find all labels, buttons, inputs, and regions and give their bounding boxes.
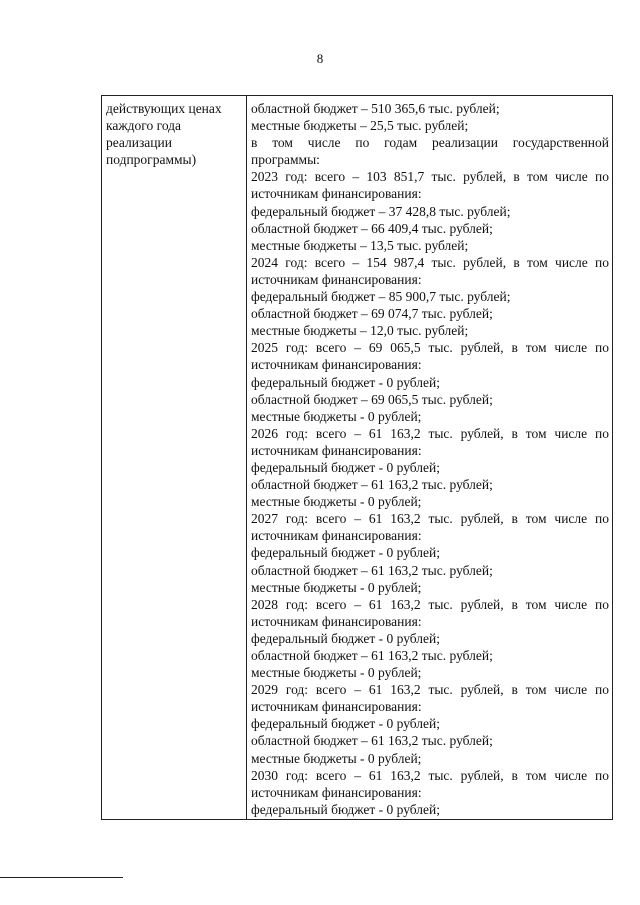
right-cell-line: федеральный бюджет - 0 рублей;	[251, 459, 440, 475]
right-cell-line: местные бюджеты – 25,5 тыс. рублей;	[251, 118, 469, 134]
right-cell-line: областной бюджет – 61 163,2 тыс. рублей;	[251, 733, 493, 749]
right-cell-line: 2029 год: всего – 61 163,2 тыс. рублей, в том числе по	[251, 682, 609, 698]
right-cell-line: 2024 год: всего – 154 987,4 тыс. рублей, в том числе по	[251, 254, 609, 270]
right-cell-line: федеральный бюджет - 0 рублей;	[251, 545, 440, 561]
right-cell-line: местные бюджеты - 0 рублей;	[251, 494, 422, 510]
right-cell-line: местные бюджеты - 0 рублей;	[251, 579, 422, 595]
right-cell-line: 2023 год: всего – 103 851,7 тыс. рублей, в том числе по	[251, 169, 609, 185]
right-cell	[251, 100, 609, 818]
column-divider	[246, 96, 247, 819]
right-cell-line: источникам финансирования:	[251, 784, 422, 800]
right-cell-line: федеральный бюджет - 0 рублей;	[251, 801, 440, 817]
right-cell-line: источникам финансирования:	[251, 613, 422, 629]
right-cell-line: 2030 год: всего – 61 163,2 тыс. рублей, в том числе по	[251, 767, 609, 783]
right-cell-line: областной бюджет – 510 365,6 тыс. рублей;	[251, 101, 500, 116]
right-cell-line: 2025 год: всего – 69 065,5 тыс. рублей, в том числе по	[251, 340, 609, 356]
right-cell-line: местные бюджеты - 0 рублей;	[251, 408, 422, 424]
left-cell-line: каждого года	[106, 118, 182, 134]
right-cell-line: областной бюджет – 69 065,5 тыс. рублей;	[251, 391, 493, 407]
right-cell-line: местные бюджеты – 12,0 тыс. рублей;	[251, 323, 469, 339]
right-cell-line: программы:	[251, 152, 320, 168]
right-cell-line: областной бюджет – 61 163,2 тыс. рублей;	[251, 562, 493, 578]
left-cell	[106, 100, 242, 168]
right-cell-line: областной бюджет – 69 074,7 тыс. рублей;	[251, 306, 493, 322]
left-cell-line: реализации	[106, 135, 172, 151]
right-cell-line: источникам финансирования:	[251, 442, 422, 458]
right-cell-line: федеральный бюджет - 0 рублей;	[251, 630, 440, 646]
right-cell-line: федеральный бюджет - 0 рублей;	[251, 374, 440, 390]
right-cell-line: федеральный бюджет – 37 428,8 тыс. рублей;	[251, 203, 511, 219]
right-cell-line: 2027 год: всего – 61 163,2 тыс. рублей, в том числе по	[251, 511, 609, 527]
right-cell-line: источникам финансирования:	[251, 357, 422, 373]
right-cell-line: местные бюджеты - 0 рублей;	[251, 665, 422, 681]
financing-table	[101, 95, 613, 820]
footnote-separator	[0, 877, 123, 878]
right-cell-line: федеральный бюджет – 85 900,7 тыс. рублей;	[251, 289, 511, 305]
right-cell-line: в том числе по годам реализации государственной	[251, 135, 609, 151]
page-number: 8	[316, 51, 324, 66]
right-cell-line: областной бюджет – 61 163,2 тыс. рублей;	[251, 648, 493, 663]
left-cell-line: подпрограммы)	[106, 152, 197, 168]
right-cell-line: источникам финансирования:	[251, 186, 422, 202]
right-cell-line: 2026 год: всего – 61 163,2 тыс. рублей, в том числе по	[251, 425, 609, 441]
right-cell-line: 2028 год: всего – 61 163,2 тыс. рублей, в том числе по	[251, 596, 609, 612]
right-cell-line: источникам финансирования:	[251, 528, 422, 544]
right-cell-line: источникам финансирования:	[251, 271, 422, 287]
right-cell-line: местные бюджеты – 13,5 тыс. рублей;	[251, 237, 469, 253]
right-cell-line: федеральный бюджет - 0 рублей;	[251, 716, 440, 732]
right-cell-line: местные бюджеты - 0 рублей;	[251, 750, 422, 766]
left-cell-line: действующих ценах	[106, 101, 222, 116]
right-cell-line: областной бюджет – 61 163,2 тыс. рублей;	[251, 477, 493, 493]
right-cell-line: областной бюджет – 66 409,4 тыс. рублей;	[251, 220, 493, 236]
right-cell-line: источникам финансирования:	[251, 699, 422, 715]
